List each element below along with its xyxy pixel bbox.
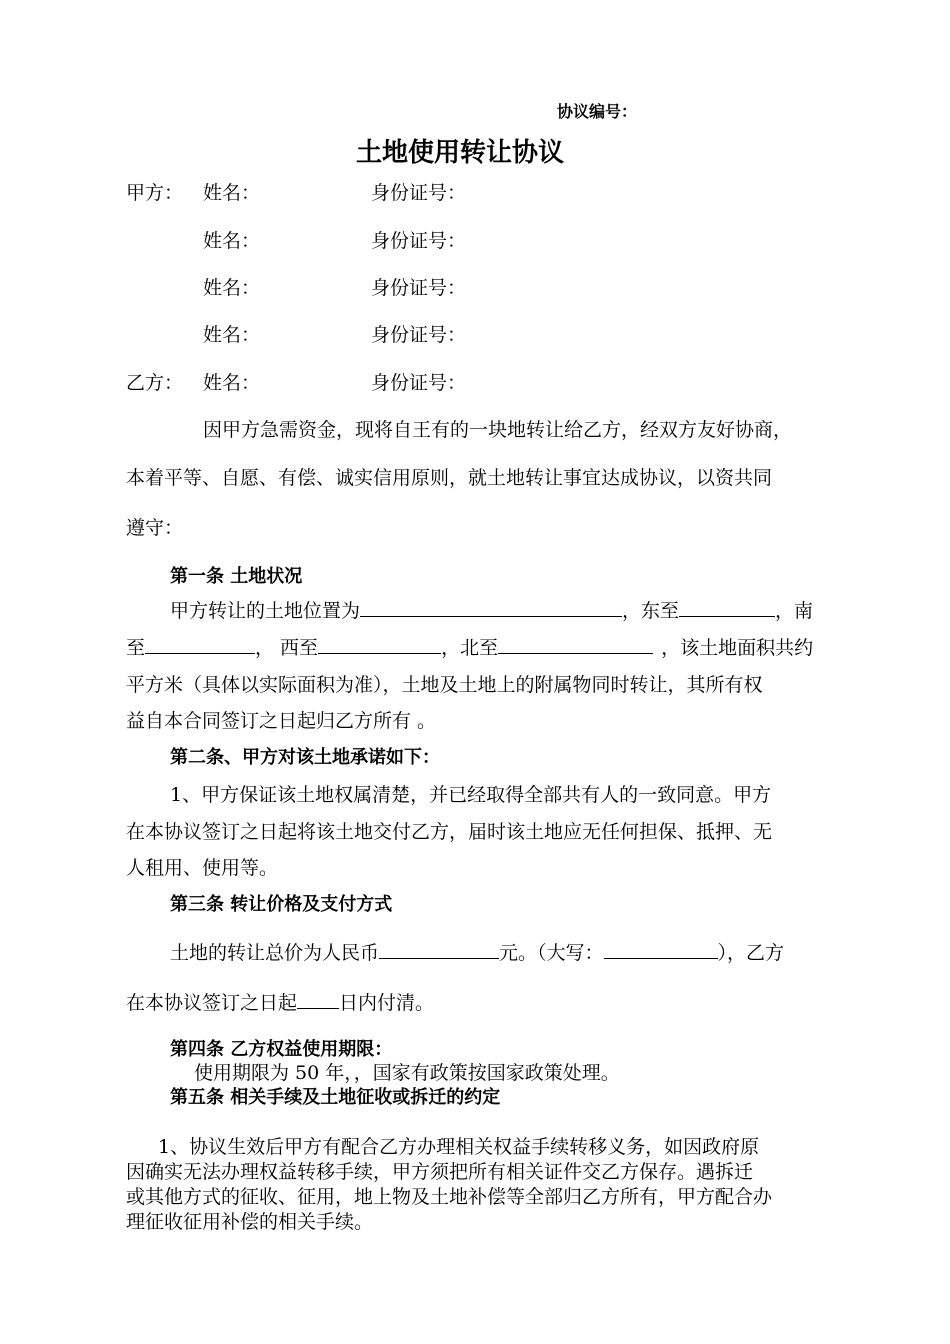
party-a-name-label: 姓名：	[203, 230, 261, 252]
article-3-text: 土地的转让总价为人民币	[170, 942, 380, 964]
location-blank[interactable]	[360, 598, 622, 617]
days-blank[interactable]	[297, 990, 339, 1009]
party-a-name-label: 姓名：	[203, 324, 261, 346]
west-blank[interactable]	[318, 635, 441, 654]
article-1-text: 甲方转让的土地位置为	[170, 600, 361, 622]
article-2-line: 在本协议签订之日起将该土地交付乙方，届时该土地应无任何担保、抵押、无	[126, 821, 773, 843]
article-5-line: 因确实无法办理权益转移手续，甲方须把所有相关证件交乙方保存。遇拆迁	[126, 1161, 754, 1183]
party-a-label: 甲方：	[126, 182, 184, 204]
article-2-line: 1、甲方保证该土地权属清楚，并已经取得全部共有人的一致同意。甲方	[170, 784, 772, 806]
agreement-number-label: 协议编号：	[557, 102, 638, 121]
article-5-line: 或其他方式的征收、征用，地上物及土地补偿等全部归乙方所有，甲方配合办	[126, 1186, 773, 1208]
party-a-id-label: 身份证号：	[371, 230, 467, 252]
article-3-text: 日内付清。	[339, 992, 435, 1014]
party-b-name-label: 姓名：	[203, 372, 261, 394]
south-blank[interactable]	[145, 635, 255, 654]
price-blank[interactable]	[379, 940, 499, 959]
article-1-text: ，该土地面积共约	[661, 637, 814, 659]
intro-line: 本着平等、自愿、有偿、诚实信用原则，就土地转让事宜达成协议，以资共同	[126, 467, 773, 489]
party-a-id-label: 身份证号：	[371, 277, 467, 299]
article-3-text: ），乙方	[717, 942, 785, 964]
article-1-line: 益自本合同签订之日起归乙方所有 。	[126, 710, 437, 732]
article-5-heading: 第五条 相关手续及土地征收或拆迁的约定	[170, 1087, 501, 1108]
article-5-line: 理征收征用补偿的相关手续。	[126, 1211, 374, 1233]
party-b-id-label: 身份证号：	[371, 372, 467, 394]
article-5-line: 1、协议生效后甲方有配合乙方办理相关权益手续转移义务，如因政府原	[158, 1136, 760, 1158]
article-2-line: 人租用、使用等。	[126, 857, 279, 879]
article-3-text: 在本协议签订之日起	[126, 992, 298, 1014]
article-3-line	[126, 988, 434, 1015]
article-3-line	[170, 938, 784, 965]
intro-line: 遵守：	[126, 517, 184, 539]
party-a-name-label: 姓名：	[203, 182, 261, 204]
article-1-line	[126, 633, 813, 660]
party-a-id-label: 身份证号：	[371, 182, 467, 204]
party-b-label: 乙方：	[126, 372, 184, 394]
article-1-text: ，东至	[622, 600, 680, 622]
intro-line: 因甲方急需资金，现将自王有的一块地转让给乙方，经双方友好协商，	[203, 419, 793, 441]
article-3-text: 元。（大写：	[499, 942, 604, 964]
party-a-name-label: 姓名：	[203, 277, 261, 299]
article-3-heading: 第三条 转让价格及支付方式	[170, 894, 393, 915]
article-4-heading: 第四条 乙方权益使用期限：	[170, 1039, 393, 1060]
article-1-line	[170, 596, 813, 623]
article-1-text: ，南	[775, 600, 814, 622]
price-in-words-blank[interactable]	[604, 940, 718, 959]
party-a-id-label: 身份证号：	[371, 324, 467, 346]
article-1-text: 至	[126, 637, 146, 659]
article-1-text: ，北至	[441, 637, 499, 659]
article-2-heading: 第二条、甲方对该土地承诺如下：	[170, 747, 440, 768]
article-1-line: 平方米（具体以实际面积为准），土地及土地上的附属物同时转让，其所有权	[126, 674, 763, 696]
article-1-heading: 第一条 土地状况	[170, 566, 303, 587]
north-blank[interactable]	[498, 635, 653, 654]
page-title: 土地使用转让协议	[356, 138, 565, 168]
east-blank[interactable]	[679, 598, 775, 617]
article-4-line: 使用期限为 50 年，，国家有政策按国家政策处理。	[194, 1062, 620, 1084]
article-1-text: ， 西至	[255, 637, 319, 659]
